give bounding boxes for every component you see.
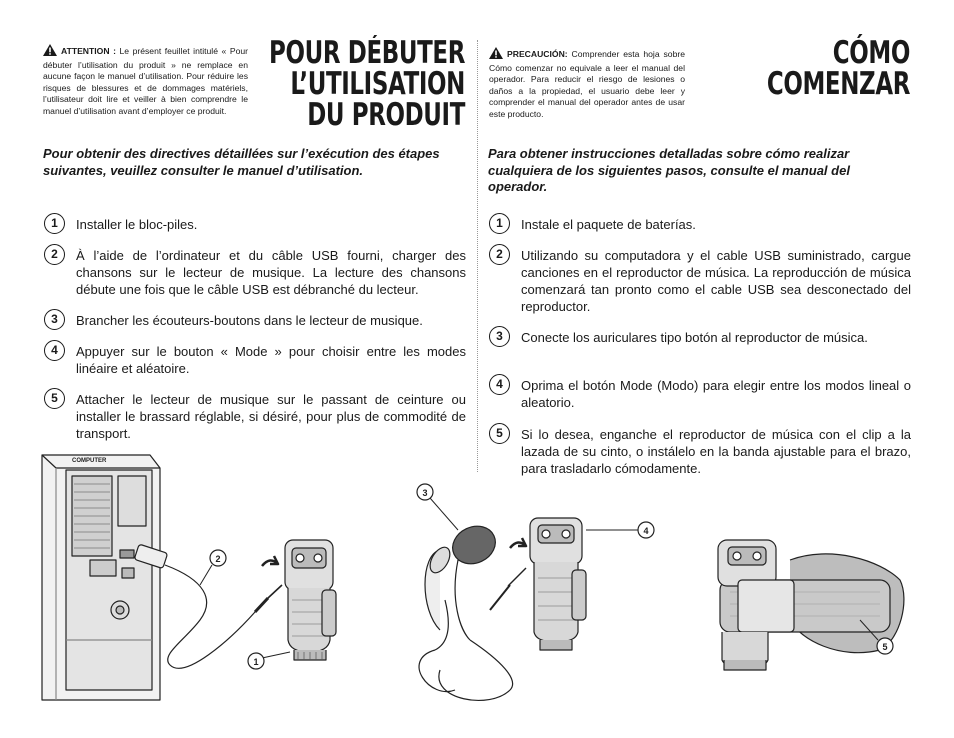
step-text: Brancher les écouteurs-boutons dans le lecteur de musique.: [76, 313, 423, 328]
step-text: Instale el paquete de baterías.: [521, 217, 696, 232]
computer-brand-label: COMPUTER: [72, 458, 107, 464]
step-es-2: [489, 247, 911, 315]
warning-text-fr: Le présent feuillet intitulé « Pour débuter l’utilisation du produit » ne remplace en aucune façon le manuel d’utilisation. Pour réduire les risques de blessures et de dommages matériels, l’utilisateur doit lire et veiller à bien comprendre le manuel d’utilisation avant d’employer ce produit.: [43, 46, 248, 116]
step-number: 5: [489, 423, 510, 444]
warning-label-es: PRECAUCIÓN:: [507, 49, 568, 59]
step-fr-5: [44, 391, 466, 442]
svg-text:2: 2: [215, 554, 221, 564]
step-text: À l’aide de l’ordinateur et du câble USB fourni, charger des chansons sur le lecteur de musique. La lecture des chansons débute une fois que le câble USB est débranché du lecteur.: [76, 248, 466, 297]
title-es-line1: CÓMO: [832, 35, 910, 71]
step-text: Installer le bloc-piles.: [76, 217, 198, 232]
warning-triangle-icon: [43, 44, 57, 60]
warning-text-es: Comprender esta hoja sobre Cómo comenzar no equivale a leer el manual del operador. Para reducir el riesgo de lesiones o daños a la propiedad, el usuario debe leer y comprender el manual del operador antes de usar este producto.: [489, 49, 685, 119]
music-player-illustration: [285, 540, 336, 660]
illustrations: [0, 440, 954, 738]
callout-1: [248, 652, 290, 669]
step-number: 2: [489, 244, 510, 265]
svg-text:4: 4: [643, 526, 649, 536]
warning-triangle-icon: [489, 47, 503, 63]
intro-fr: Pour obtenir des directives détaillées sur l’exécution des étapes suivantes, veuillez consulter le manuel d’utilisation.: [43, 146, 440, 178]
intro-es: Para obtener instrucciones detalladas sobre cómo realizar cualquiera de los siguientes pasos, consulte el manual del operador.: [488, 146, 850, 194]
step-fr-3: [44, 312, 466, 330]
column-divider: [477, 40, 478, 472]
title-fr-line3: DU PRODUIT: [307, 97, 465, 133]
svg-text:1: 1: [253, 657, 259, 667]
step-es-3: [489, 329, 911, 347]
step-number: 3: [44, 309, 65, 330]
callout-4: [586, 522, 654, 538]
step-number: 1: [44, 213, 65, 234]
step-fr-4: [44, 343, 466, 377]
warning-fr: [43, 44, 248, 118]
page-title-fr: [243, 35, 465, 133]
computer-tower-illustration: [42, 455, 160, 700]
svg-text:3: 3: [422, 488, 428, 498]
step-number: 2: [44, 244, 65, 265]
rotate-arrow-icon: [262, 556, 278, 566]
step-text: Appuyer sur le bouton « Mode » pour choisir entre les modes linéaire et aléatoire.: [76, 344, 466, 376]
page-title-es: [718, 35, 910, 102]
step-es-1: [489, 216, 911, 234]
armband-illustration: [718, 540, 904, 670]
title-fr-line1: POUR DÉBUTER: [269, 35, 465, 71]
step-number: 1: [489, 213, 510, 234]
warning-es: [489, 47, 685, 121]
music-player-illustration: [530, 518, 586, 650]
svg-text:5: 5: [882, 642, 888, 652]
warning-label-fr: ATTENTION :: [61, 46, 116, 56]
step-es-4: [489, 377, 911, 411]
step-number: 3: [489, 326, 510, 347]
title-fr-line2: L’UTILISATION: [290, 66, 465, 102]
step-number: 5: [44, 388, 65, 409]
title-es-line2: COMENZAR: [766, 66, 910, 102]
step-text: Si lo desea, enganche el reproductor de música con el clip a la lazada de su cinto, o instálelo en la banda ajustable para el brazo, para trasladarlo cómodamente.: [521, 427, 911, 476]
rotate-arrow-icon: [510, 538, 526, 548]
callout-2: [200, 550, 226, 585]
step-text: Attacher le lecteur de musique sur le passant de ceinture ou installer le brassard réglable, si désiré, pour plus de commodité de transport.: [76, 392, 466, 441]
step-fr-1: [44, 216, 466, 234]
callout-3: [417, 484, 458, 530]
step-text: Oprima el botón Mode (Modo) para elegir entre los modos lineal o aleatorio.: [521, 378, 911, 410]
step-fr-2: [44, 247, 466, 298]
step-text: Conecte los auriculares tipo botón al reproductor de música.: [521, 330, 868, 345]
step-number: 4: [44, 340, 65, 361]
step-text: Utilizando su computadora y el cable USB suministrado, cargue canciones en el reproductor de música. La reproducción de música comenzará tan pronto como el cable USB sea desconectado del reproductor.: [521, 248, 911, 314]
step-number: 4: [489, 374, 510, 395]
